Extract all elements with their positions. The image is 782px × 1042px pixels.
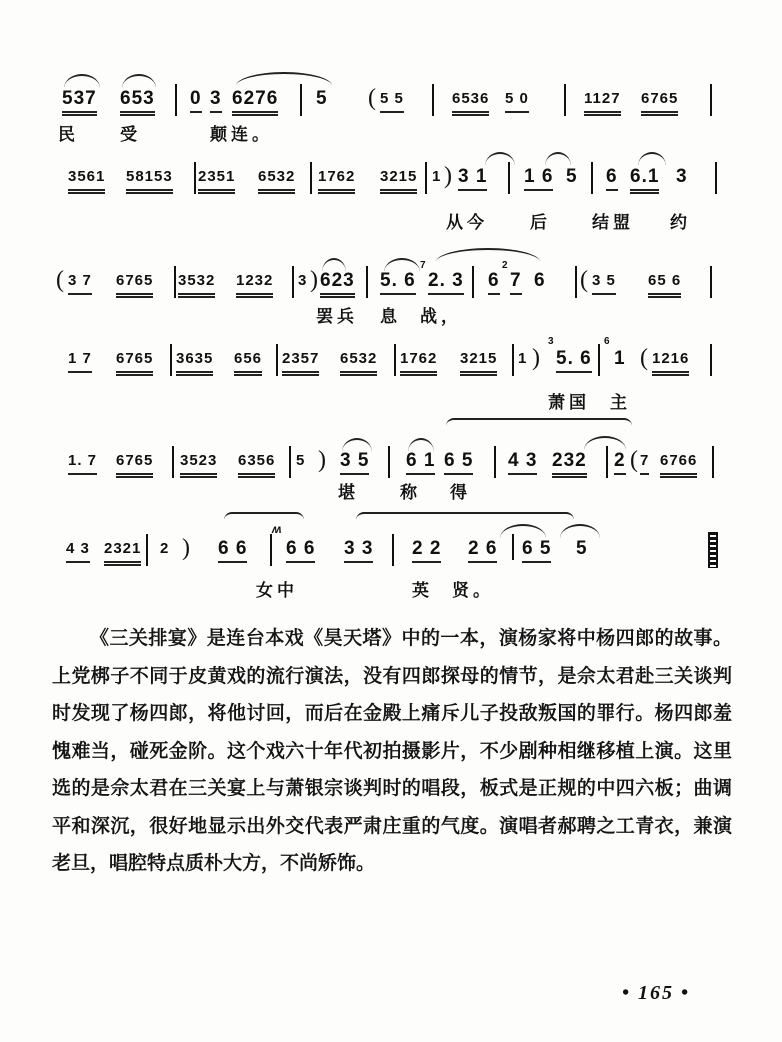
lyric: 民 [58,125,79,145]
barline [712,446,714,478]
note-group: 6 [606,166,618,191]
note-group: 2351 [198,166,235,194]
lyric: 约 [670,213,691,233]
paren: ) [444,163,452,189]
page-number: • 165 • [622,982,691,1004]
barline [194,162,196,194]
barline [292,266,294,298]
lyric: 受 [120,125,141,145]
note-group: 656 [234,348,262,376]
note-group: 3 5 [340,450,369,475]
barline [392,534,394,566]
note-group: 4 3 [508,450,537,475]
barline [494,446,496,478]
note-group: 2321 [104,538,141,566]
note-group: 1 7 [68,348,92,373]
note-group: 1216 [652,348,689,376]
lyric: 战， [420,307,462,327]
note-group: 3561 [68,166,105,194]
barline [366,266,368,298]
note-group: 7 [510,270,522,295]
commentary-text: 《三关排宴》是连台本戏《昊天塔》中的一本，演杨家将中杨四郎的故事。上党梆子不同于皮黄戏的流行演法，没有四郎探母的情节，是佘太君赴三关谈判时发现了杨四郎，将他讨回，而后在金殿上痛斥儿子投敌叛国的罪行。杨四郎羞愧难当，碰死金阶。这个戏六十年代初拍摄影片，不少剧种相继移植上演。这里选的是佘太君在三关宴上与萧银宗谈判时的唱段，板式是正规的中四六板；曲调平和深沉，很好地显示出外交代表严肃庄重的气度。演唱者郝聘之工青衣，兼演老旦，唱腔特点质朴大方，不尚矫饰。 [52,627,732,874]
grace-note: 6 [604,336,610,347]
barline [512,534,514,560]
note-group: 3215 [460,348,497,376]
note-group: 3 [676,166,688,187]
barline [606,446,608,478]
note-group: 6765 [116,450,153,478]
paren: ( [640,345,648,371]
note-group: 0 [190,88,202,113]
note-group: 6765 [641,88,678,116]
lyric: 女中 [256,581,298,601]
barline [710,266,712,298]
note-group: 6 5 [444,450,473,475]
note-group: 2 2 [412,538,441,563]
note-group: 623 [320,270,355,298]
barline [425,162,427,194]
note-group: 1762 [400,348,437,376]
slur [446,418,632,432]
slur [236,72,332,86]
paren: ) [310,267,318,293]
paren: ( [630,447,638,473]
note-group: 653 [120,88,155,116]
note-group: 6 1 [406,450,435,475]
note-group: 6765 [116,348,153,376]
paren: ( [56,267,64,293]
note-group: 5. 6 [380,270,416,295]
barline [512,344,514,376]
slur [436,248,540,262]
note-group: 5 0 [505,88,529,113]
slur [560,524,600,538]
barline [289,446,291,478]
note-group: 5 [296,452,306,469]
barline [432,84,434,116]
barline [598,344,600,376]
note-group: 3 7 [68,270,92,295]
slur [122,74,156,88]
paren: ) [318,447,326,473]
note-group: 3 [210,88,222,113]
note-group: 7 [640,450,649,475]
barline [172,446,174,478]
barline [270,534,272,566]
note-group: 58153 [126,166,173,194]
note-group: 2 [160,540,170,557]
lyric: 得 [450,483,471,503]
barline [710,84,712,116]
note-group: 6536 [452,88,489,116]
barline [715,162,717,194]
note-group: 6765 [116,270,153,298]
slur [485,152,515,166]
note-group: 1 6 [524,166,553,191]
barline [388,446,390,478]
note-group: 1232 [236,270,273,298]
paren: ( [580,267,588,293]
mordent-ornament: ʍ [272,522,282,536]
note-group: 6 6 [218,538,247,563]
note-group: 3 3 [344,538,373,563]
note-group: 1127 [584,88,621,116]
note-group: 1 [432,168,442,185]
slur [500,524,546,538]
note-group: 6 6 [286,538,315,563]
note-group: 6532 [258,166,295,194]
note-group: 2357 [282,348,319,376]
note-group: 5 [566,166,578,187]
note-group: 5. 6 [556,348,592,373]
barline [276,344,278,376]
note-group: 6356 [238,450,275,478]
slur [584,436,626,450]
note-group: 3635 [176,348,213,376]
note-group: 6766 [660,450,697,478]
note-group: 3523 [180,450,217,478]
note-group: 1 [614,348,626,369]
note-group: 6.1 [630,166,659,194]
note-group: 232 [552,450,587,478]
note-group: 3532 [178,270,215,298]
note-group: 5 5 [380,88,404,113]
grace-note: 2 [502,260,508,271]
barline [146,534,148,566]
barline [170,344,172,376]
barline [591,162,593,194]
note-group: 2. 3 [428,270,464,295]
slur [638,152,666,166]
commentary-paragraph [52,620,732,883]
lyric: 堪 [338,483,359,503]
barline [174,266,176,298]
slur [224,512,304,526]
note-group: 2 [614,450,626,475]
final-barline [708,532,718,568]
note-group: 6276 [232,88,278,116]
note-group: 1 [518,350,528,367]
paren: ( [368,85,376,111]
note-group: 2 6 [468,538,497,563]
note-group: 3215 [380,166,417,194]
grace-note: 3 [548,336,554,347]
lyric: 英 [412,581,433,601]
note-group: 3 1 [458,166,487,191]
barline [175,84,177,116]
lyric: 颠连。 [210,125,273,145]
barline [310,162,312,194]
paren: ) [182,535,190,561]
lyric: 从今 [446,213,488,233]
slur [64,74,100,88]
barline [508,162,510,194]
barline [394,344,396,376]
note-group: 1762 [318,166,355,194]
note-group: 5 [576,538,588,559]
barline [575,266,577,298]
lyric: 主 [610,393,631,413]
paren: ) [532,345,540,371]
note-group: 6 [488,270,500,295]
slur [545,152,571,166]
note-group: 6 [534,270,546,291]
barline [710,344,712,376]
note-group: 6 5 [522,538,551,563]
note-group: 5 [316,88,328,109]
note-group: 65 6 [648,270,681,298]
note-group: 3 [298,272,308,289]
lyric: 萧国 [548,393,590,413]
lyric: 后 [530,213,551,233]
note-group: 1. 7 [68,450,97,475]
grace-note: 7 [420,260,426,271]
lyric: 息 [380,307,401,327]
slur [356,512,574,526]
lyric: 结盟 [592,213,634,233]
lyric: 贤。 [452,581,494,601]
note-group: 4 3 [66,538,90,563]
barline [472,266,474,298]
lyric: 称 [400,483,421,503]
barline [564,84,566,116]
note-group: 6532 [340,348,377,376]
lyric: 罢兵 [316,307,358,327]
note-group: 3 5 [592,270,616,295]
note-group: 537 [62,88,97,116]
barline [300,84,302,116]
